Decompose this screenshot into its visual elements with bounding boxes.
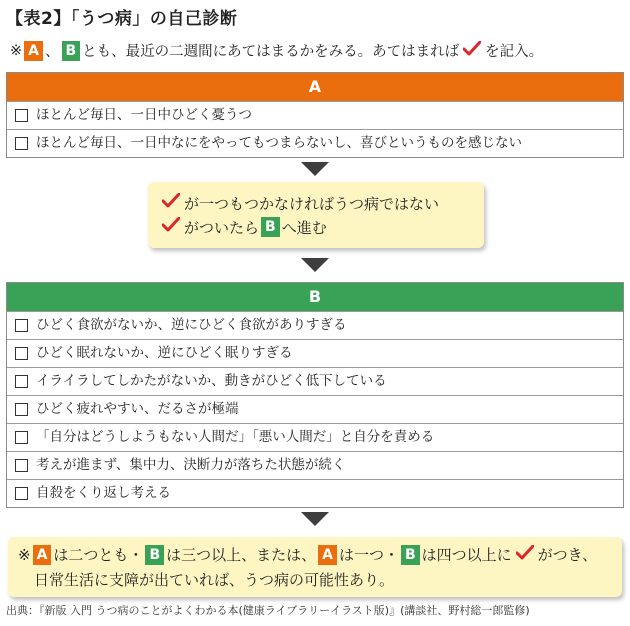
checkmark-icon — [516, 545, 534, 565]
middle-note — [148, 182, 484, 248]
checklist-item[interactable] — [7, 423, 623, 451]
section-b — [6, 282, 624, 508]
conclusion-text: は一つ・ — [338, 546, 399, 564]
checklist-item[interactable] — [7, 311, 623, 339]
checklist-item[interactable] — [7, 451, 623, 479]
checkbox[interactable] — [15, 375, 28, 388]
separator: 、 — [45, 44, 60, 60]
checkbox[interactable] — [15, 431, 28, 444]
badge-b: B — [261, 217, 280, 237]
checklist-item[interactable] — [7, 339, 623, 367]
conclusion-note — [8, 537, 622, 597]
source-citation: 出典：『新版 入門 うつ病のことがよくわかる本(健康ライブラリーイラスト版)』(講談社、野村総一郎監修) — [6, 604, 530, 617]
checkbox[interactable] — [15, 347, 28, 360]
middle-line-1: が一つもつかなければうつ病ではない — [184, 194, 440, 213]
item-label: ほとんど毎日、一日中なにをやってもつまらないし、喜びというものを感じない — [36, 135, 522, 151]
badge-a: A — [24, 41, 43, 61]
middle-line-2: がついたら — [184, 218, 260, 237]
note-mark: ※ — [10, 42, 23, 59]
item-label: 自殺をくり返し考える — [36, 485, 171, 501]
intro-text-main: とも、最近の二週間にあてはまるかをみる。あてはまれば — [82, 44, 460, 60]
checkbox[interactable] — [15, 137, 28, 150]
checkbox[interactable] — [15, 487, 28, 500]
checkmark-icon — [162, 193, 180, 213]
checkbox[interactable] — [15, 109, 28, 122]
section-a — [6, 72, 624, 158]
intro-text — [10, 40, 543, 61]
checkbox[interactable] — [15, 459, 28, 472]
badge-a: A — [33, 545, 52, 565]
checkbox[interactable] — [15, 403, 28, 416]
conclusion-text: は四つ以上に — [421, 546, 512, 564]
middle-line-2-end: へ進む — [281, 218, 327, 237]
item-label: ひどく食欲がないか、逆にひどく食欲がありすぎる — [36, 317, 347, 333]
conclusion-text: は三つ以上、または、 — [166, 546, 317, 564]
conclusion-text: は二つとも・ — [53, 546, 144, 564]
down-arrow-icon — [301, 512, 329, 526]
badge-b: B — [401, 545, 420, 565]
checkbox[interactable] — [15, 319, 28, 332]
checklist-item[interactable] — [7, 479, 623, 507]
intro-text-end: を記入。 — [485, 44, 544, 60]
section-b-header: B — [7, 283, 623, 311]
conclusion-text: がつき、 — [537, 546, 598, 564]
checkmark-icon — [463, 41, 481, 61]
badge-a: A — [318, 545, 337, 565]
item-label: ひどく眠れないか、逆にひどく眠りすぎる — [36, 345, 293, 361]
badge-b: B — [62, 41, 81, 61]
item-label: ひどく疲れやすい、だるさが極端 — [36, 401, 239, 417]
checkmark-icon — [162, 217, 180, 237]
section-a-header: A — [7, 73, 623, 101]
conclusion-line-2: 日常生活に支障が出ていれば、うつ病の可能性あり。 — [34, 571, 395, 589]
down-arrow-icon — [301, 162, 329, 176]
down-arrow-icon — [301, 258, 329, 272]
item-label: 考えが進まず、集中力、決断力が落ちた状態が続く — [36, 457, 346, 473]
page-title: 【表2】「うつ病」の自己診断 — [6, 9, 238, 29]
checklist-item[interactable] — [7, 129, 623, 157]
checklist-item[interactable] — [7, 367, 623, 395]
checklist-item[interactable] — [7, 101, 623, 129]
note-mark: ※ — [18, 545, 31, 564]
badge-b: B — [145, 545, 164, 565]
item-label: イライラしてしかたがないか、動きがひどく低下している — [36, 373, 387, 389]
item-label: ほとんど毎日、一日中ひどく憂うつ — [36, 107, 252, 123]
checklist-item[interactable] — [7, 395, 623, 423]
item-label: 「自分はどうしようもない人間だ」「悪い人間だ」と自分を責める — [36, 429, 435, 445]
